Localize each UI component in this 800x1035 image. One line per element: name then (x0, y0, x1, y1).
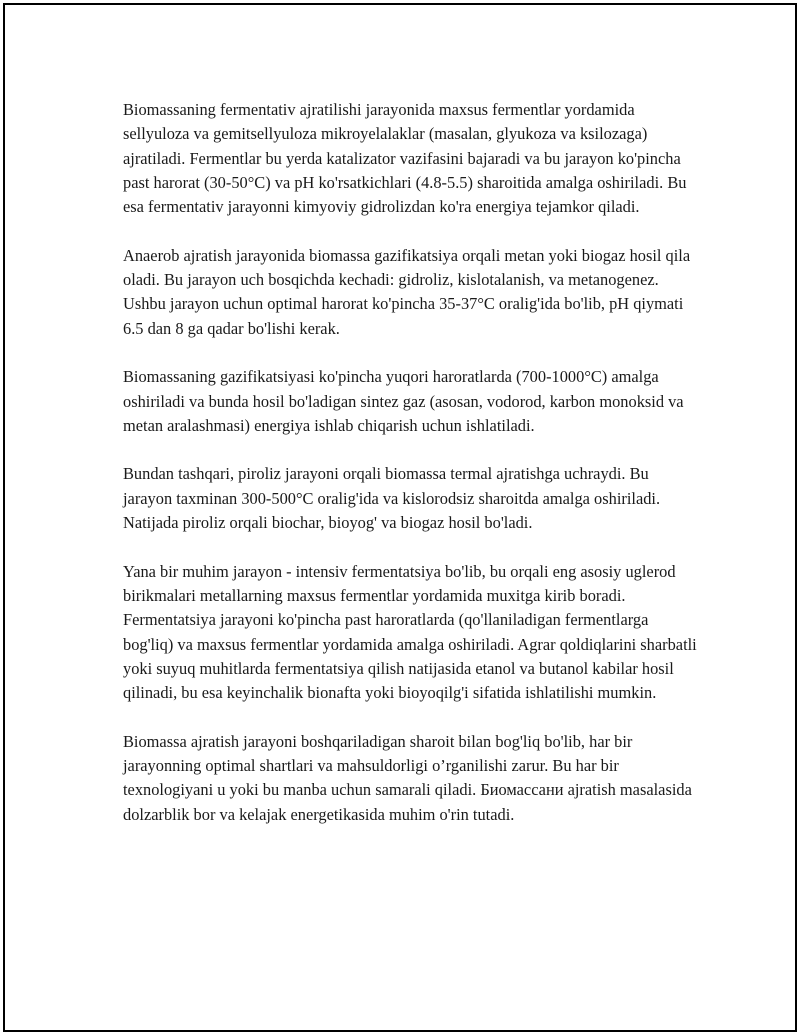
paragraph-enzymatic-hydrolysis: Biomassaning fermentativ ajratilishi jarayonida maxsus fermentlar yordamida sellyuloza va gemitsellyuloza mikroyelalaklar (masalan, glyukoza va ksilozaga) ajratiladi. Fermentlar bu yerda katalizator vazifasini bajaradi va bu jarayon ko'pincha past harorat (30-50°C) va pH ko'rsatkichlari (4.8-5.5) sharoitida amalga oshiriladi. Bu esa fermentativ jarayonni kimyoviy gidrolizdan ko'ra energiya tejamkor qiladi. (123, 100, 687, 217)
paragraph-pyrolysis: Bundan tashqari, piroliz jarayoni orqali biomassa termal ajratishga uchraydi. Bu jarayon taxminan 300-500°C oralig'ida va kislorodsiz sharoitda amalga oshiriladi. Natijada piroliz orqali biochar, bioyog' va biogaz hosil bo'ladi. (123, 464, 661, 533)
paragraph-conclusion: Biomassa ajratish jarayoni boshqariladigan sharoit bilan bog'liq bo'lib, har bir jarayonning optimal shartlari va mahsuldorligi o’rganilishi zarur. Bu har bir texnologiyani u yoki bu manba uchun samarali qiladi. Биомассани ajratish masalasida dolzarblik bor va kelajak energetikasida muhim o'rin tutadi. (123, 731, 692, 824)
document-body (123, 98, 699, 851)
paragraph-gasification: Biomassaning gazifikatsiyasi ko'pincha yuqori haroratlarda (700-1000°C) amalga oshiriladi va bunda hosil bo'ladigan sintez gaz (asosan, vodorod, karbon monoksid va metan aralashmasi) energiya ishlab chiqarish uchun ishlatiladi. (123, 367, 684, 435)
paragraph-fermentation: Yana bir muhim jarayon - intensiv fermentatsiya bo'lib, bu orqali eng asosiy uglerod birikmalari metallarning maxsus fermentlar yordamida muxitga kirib boradi. Fermentatsiya jarayoni ko'pincha past haroratlarda (qo'llaniladigan fermentlarga bog'liq) va maxsus fermentlar yordamida amalga oshiriladi. Agrar qoldiqlarini sharbatli yoki suyuq muhitlarda fermentatsiya qilish natijasida etanol va butanol kabilar hosil qilinadi, bu esa keyinchalik bionafta yoki bioyoqilg'i sifatida ishlatilishi mumkin. (123, 561, 697, 703)
paragraph-anaerobic-digestion: Anaerob ajratish jarayonida biomassa gazifikatsiya orqali metan yoki biogaz hosil qila oladi. Bu jarayon uch bosqichda kechadi: gidroliz, kislotalanish, va metanogenez. Ushbu jarayon uchun optimal harorat ko'pincha 35-37°C oralig'ida bo'lib, pH qiymati 6.5 dan 8 ga qadar bo'lishi kerak. (123, 245, 691, 338)
page-frame (3, 3, 797, 1032)
